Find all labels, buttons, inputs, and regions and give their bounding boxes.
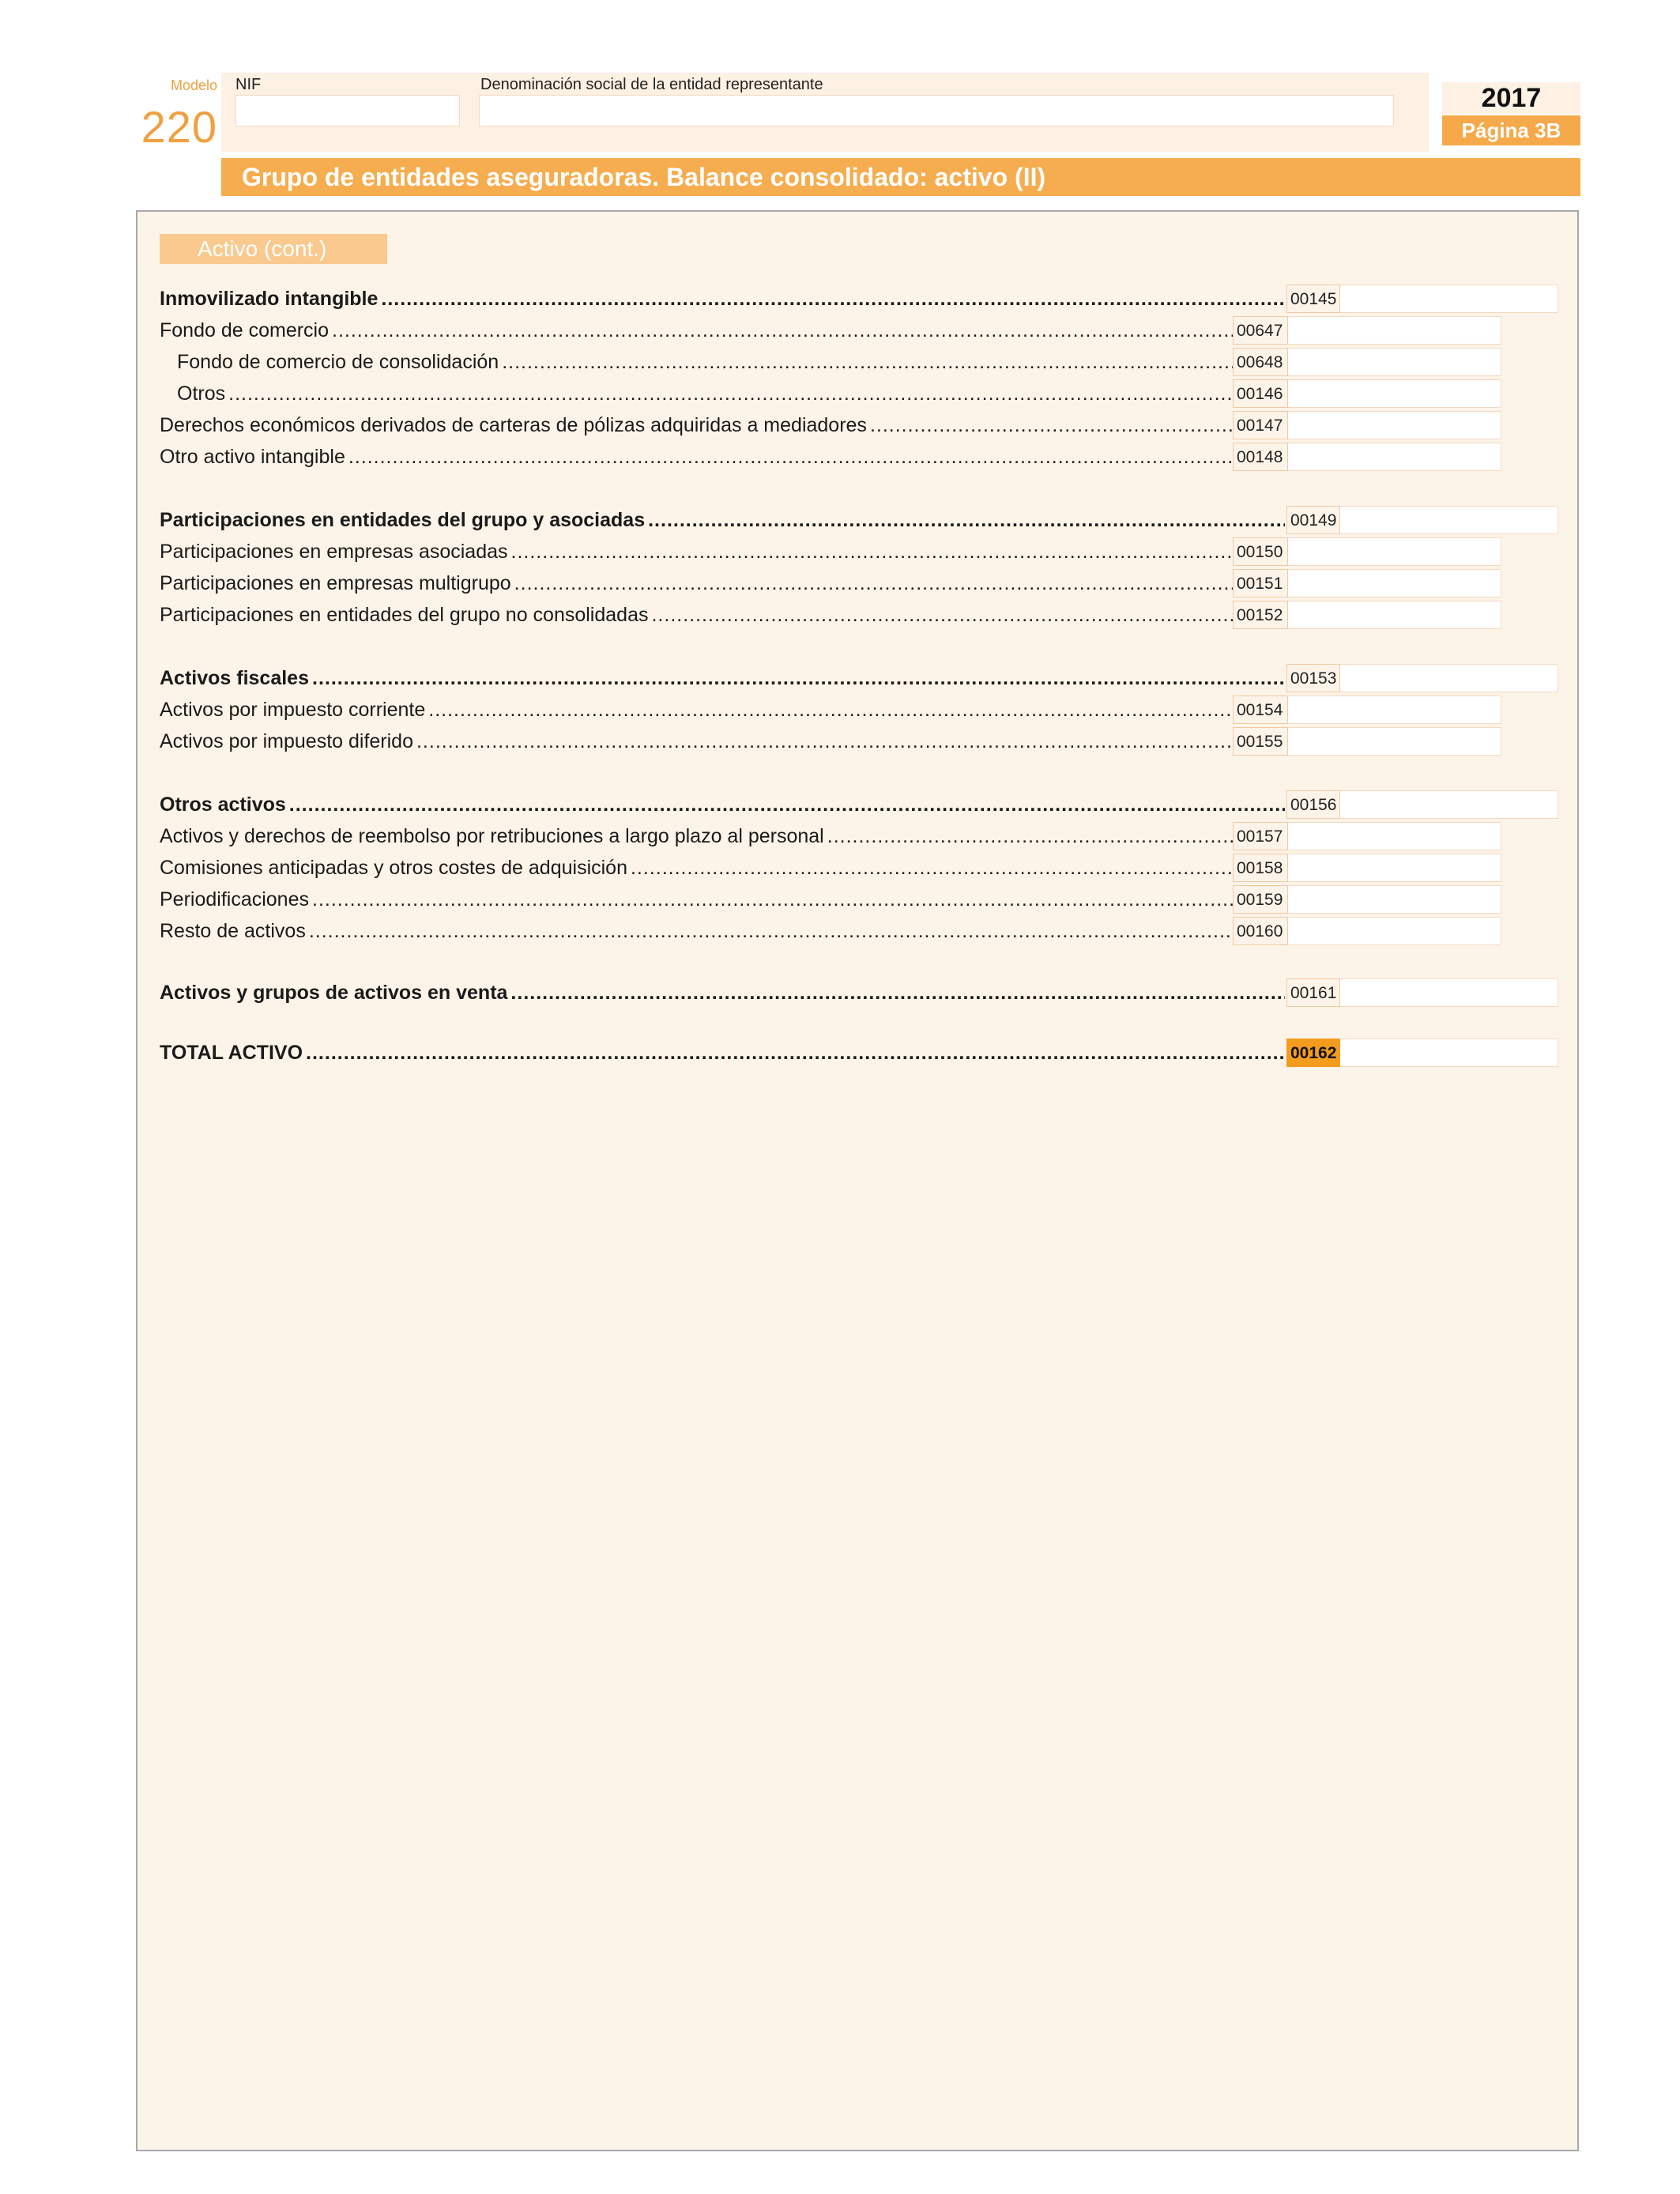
amount-field[interactable]: [1288, 316, 1501, 345]
modelo-number: 220: [141, 102, 217, 152]
box-code: 00158: [1233, 854, 1288, 882]
row-otros: [0, 378, 1680, 409]
row-fondo-de-comercio: [0, 315, 1680, 346]
amount-field[interactable]: [1340, 506, 1558, 534]
amount-field[interactable]: [1288, 379, 1501, 408]
nif-field[interactable]: [235, 95, 460, 126]
row-total-activo: [0, 1037, 1680, 1069]
amount-field[interactable]: [1340, 1039, 1558, 1067]
page-number-badge: Página 3B: [1442, 115, 1580, 145]
amount-field[interactable]: [1340, 978, 1558, 1007]
box-code: 00152: [1233, 601, 1288, 629]
amount-field[interactable]: [1340, 790, 1558, 819]
amount-field[interactable]: [1288, 696, 1501, 724]
row-label: Comisiones anticipadas y otros costes de adquisición .....: [160, 852, 1233, 884]
amount-field[interactable]: [1288, 727, 1501, 756]
row-derechos-reembolso: [0, 820, 1680, 852]
box-code: 00647: [1233, 316, 1288, 345]
box-code: 00160: [1233, 917, 1288, 945]
row-label: Activos por impuesto diferido .....: [160, 726, 1233, 757]
row-inmovilizado-intangible: [0, 283, 1680, 315]
row-label: Participaciones en empresas multigrupo .....: [160, 567, 1233, 599]
row-activos-fiscales: [0, 662, 1680, 694]
row-label: Inmovilizado intangible .....: [160, 283, 1285, 315]
row-otro-activo-intangible: [0, 441, 1680, 473]
row-label: Activos por impuesto corriente .....: [160, 694, 1233, 726]
row-label: Fondo de comercio .....: [160, 315, 1233, 346]
box-code: 00145: [1286, 285, 1340, 313]
row-label: Participaciones en entidades del grupo y asociadas .....: [160, 504, 1285, 536]
nif-label: NIF: [235, 76, 262, 93]
row-comisiones-anticipadas: [0, 852, 1680, 884]
box-code: 00159: [1233, 885, 1288, 914]
amount-field[interactable]: [1288, 854, 1501, 882]
denominacion-field[interactable]: [479, 95, 1394, 126]
amount-field[interactable]: [1288, 569, 1501, 598]
amount-field[interactable]: [1288, 917, 1501, 945]
row-label: Otros activos .....: [160, 789, 1285, 820]
row-label: Otro activo intangible .....: [160, 441, 1233, 473]
row-label: Activos y grupos de activos en venta .....: [160, 977, 1285, 1008]
row-label: TOTAL ACTIVO .....: [160, 1037, 1285, 1069]
amount-field[interactable]: [1288, 443, 1501, 471]
row-fondo-comercio-consolidacion: [0, 346, 1680, 378]
row-label: Participaciones en entidades del grupo no consolidadas .....: [160, 599, 1233, 631]
amount-field[interactable]: [1288, 885, 1501, 914]
box-code: 00155: [1233, 727, 1288, 756]
row-label: Resto de activos .....: [160, 915, 1233, 947]
box-code: 00161: [1286, 978, 1340, 1007]
row-activos-en-venta: [0, 977, 1680, 1008]
box-code: 00146: [1233, 379, 1288, 408]
amount-field[interactable]: [1288, 348, 1501, 376]
box-code: 00162: [1286, 1039, 1340, 1067]
denominacion-label: Denominación social de la entidad representante: [480, 76, 823, 93]
amount-field[interactable]: [1288, 537, 1501, 566]
row-label: Activos fiscales .....: [160, 662, 1285, 694]
form-panel: [136, 210, 1579, 2151]
row-participaciones-multigrupo: [0, 567, 1680, 599]
row-label: Derechos económicos derivados de carteras de pólizas adquiridas a mediadores .....: [160, 409, 1233, 441]
row-impuesto-diferido: [0, 726, 1680, 757]
amount-field[interactable]: [1340, 664, 1558, 692]
amount-field[interactable]: [1340, 285, 1558, 313]
row-label: Otros .....: [177, 378, 1233, 409]
row-participaciones-asociadas: [0, 536, 1680, 567]
box-code: 00147: [1233, 411, 1288, 439]
row-periodificaciones: [0, 884, 1680, 915]
amount-field[interactable]: [1288, 601, 1501, 629]
row-participaciones-no-consolidadas: [0, 599, 1680, 631]
box-code: 00153: [1286, 664, 1340, 692]
box-code: 00156: [1286, 790, 1340, 819]
row-otros-activos: [0, 789, 1680, 820]
amount-field[interactable]: [1288, 822, 1501, 850]
box-code: 00148: [1233, 443, 1288, 471]
year-label: 2017: [1442, 82, 1580, 114]
row-derechos-economicos: [0, 409, 1680, 441]
page-title: Grupo de entidades aseguradoras. Balance consolidado: activo (II): [221, 158, 1580, 196]
modelo-label: Modelo: [170, 77, 217, 93]
row-resto-activos: [0, 915, 1680, 947]
amount-field[interactable]: [1288, 411, 1501, 439]
box-code: 00149: [1286, 506, 1340, 534]
row-label: Participaciones en empresas asociadas .....: [160, 536, 1233, 567]
box-code: 00157: [1233, 822, 1288, 850]
box-code: 00648: [1233, 348, 1288, 376]
box-code: 00154: [1233, 696, 1288, 724]
row-label: Activos y derechos de reembolso por retribuciones a largo plazo al personal .....: [160, 820, 1233, 852]
box-code: 00150: [1233, 537, 1288, 566]
row-label: Fondo de comercio de consolidación .....: [177, 346, 1233, 378]
section-tab-activo: Activo (cont.): [160, 234, 387, 264]
row-impuesto-corriente: [0, 694, 1680, 726]
box-code: 00151: [1233, 569, 1288, 598]
row-label: Periodificaciones .....: [160, 884, 1233, 915]
row-participaciones-grupo-asociadas: [0, 504, 1680, 536]
